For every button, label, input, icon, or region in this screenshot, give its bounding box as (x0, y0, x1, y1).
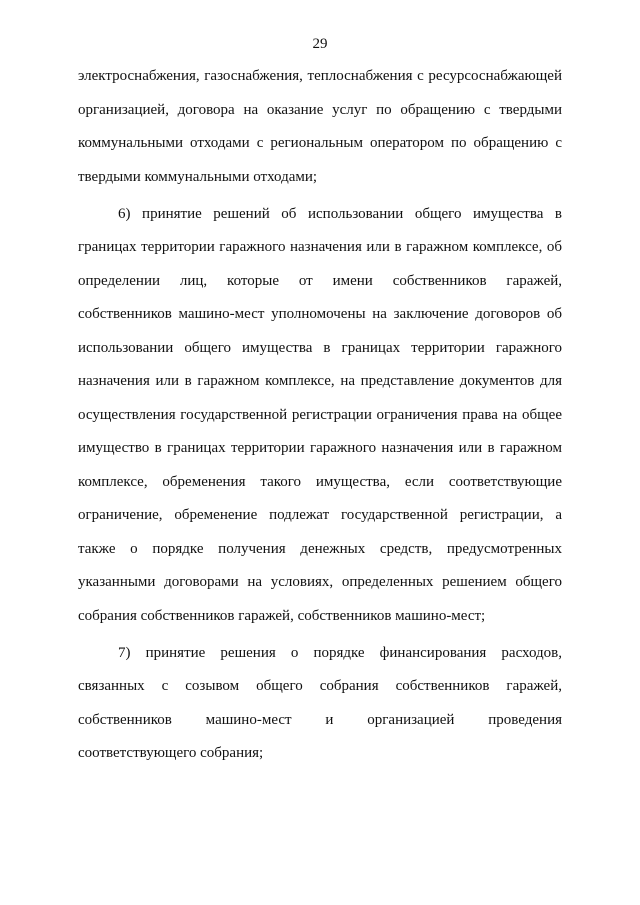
document-body (78, 60, 562, 771)
text-line: назначения или в гаражном комплексе, на представление документов для (78, 373, 562, 389)
text-line: организацией, договора на оказание услуг по обращению с твердыми (78, 101, 562, 118)
text-line: 6) принятие решений об использовании общего имущества в (118, 205, 562, 222)
text-line: также о порядке получения денежных средств, предусмотренных (78, 540, 562, 557)
text-line: комплексе, обременения такого имущества, если соответствующие (78, 473, 562, 490)
text-line: осуществления государственной регистрации ограничения права на общее (78, 406, 562, 423)
text-line: собрания собственников гаражей, собственников машино-мест; (78, 607, 486, 624)
text-line: соответствующего собрания; (78, 745, 264, 761)
text-line: 7) принятие решения о порядке финансирования расходов, (118, 644, 562, 661)
text-line: коммунальными отходами с региональным оператором по обращению с (78, 135, 562, 151)
text-line: собственников машино-мест уполномочены на заключение договоров об (78, 306, 562, 322)
text-line: использовании общего имущества в границах территории гаражного (78, 339, 562, 356)
text-line: твердыми коммунальными отходами; (78, 168, 318, 185)
text-line: имущество в границах территории гаражного назначения или в гаражном (78, 440, 562, 456)
text-line: указанными договорами на условиях, определенных решением общего (78, 574, 562, 590)
text-line: электроснабжения, газоснабжения, теплоснабжения с ресурсоснабжающей (78, 68, 562, 84)
paragraph-item-7 (78, 637, 562, 771)
text-line: собственников машино-мест и организацией проведения (78, 711, 562, 728)
paragraph-continuation (78, 60, 562, 194)
text-line: границах территории гаражного назначения или в гаражном комплексе, об (78, 239, 562, 255)
paragraph-item-6 (78, 198, 562, 634)
text-line: связанных с созывом общего собрания собственников гаражей, (78, 678, 562, 694)
page-number: 29 (312, 36, 328, 52)
text-line: определении лиц, которые от имени собственников гаражей, (78, 272, 562, 289)
text-line: ограничение, обременение подлежат государственной регистрации, а (78, 507, 562, 523)
